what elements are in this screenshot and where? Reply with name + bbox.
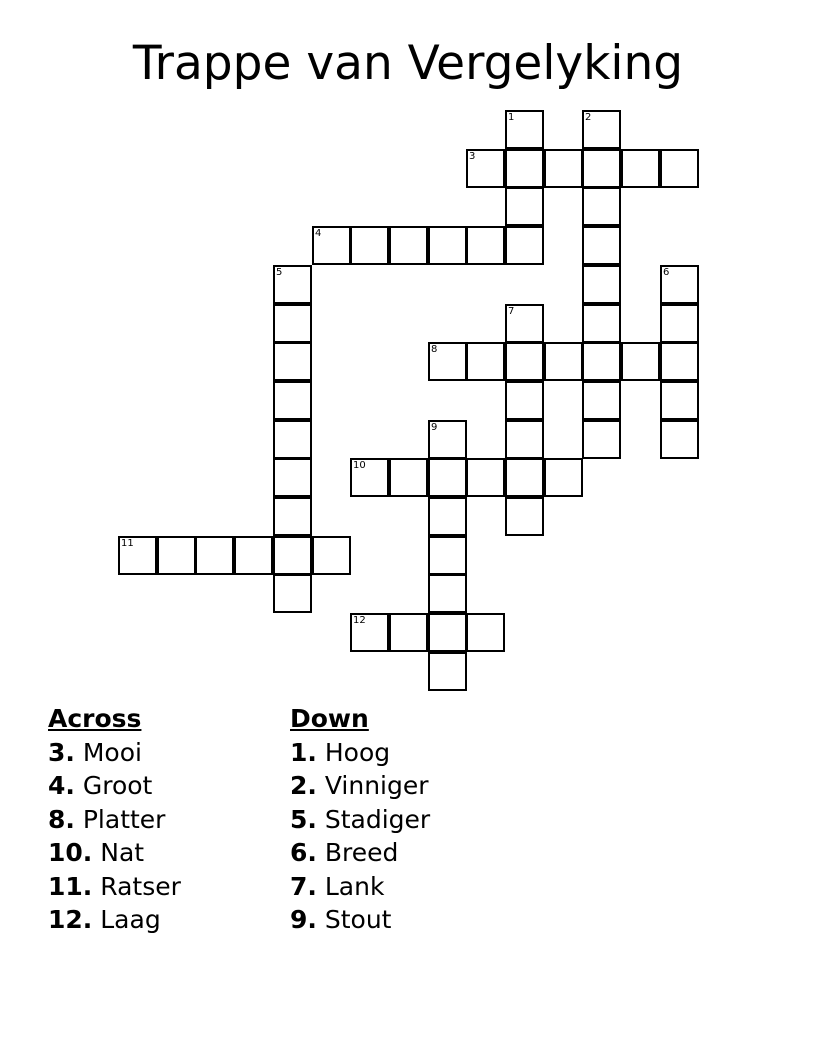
clue-text: Ratser [100, 871, 181, 901]
grid-cell[interactable] [118, 536, 157, 575]
grid-cell[interactable] [505, 458, 544, 497]
clue-number: 6. [290, 838, 317, 867]
grid-cell[interactable] [350, 458, 389, 497]
grid-cell[interactable] [273, 536, 312, 575]
grid-cell[interactable] [312, 226, 351, 265]
clue-down-2 [290, 769, 430, 803]
across-heading: Across [48, 704, 142, 733]
grid-cell[interactable] [428, 226, 467, 265]
grid-cell[interactable] [273, 574, 312, 613]
grid-cell[interactable] [273, 381, 312, 420]
grid-cell[interactable] [157, 536, 196, 575]
grid-cell[interactable] [273, 342, 312, 381]
clue-text: Nat [100, 838, 145, 867]
grid-cell[interactable] [428, 342, 467, 381]
grid-cell[interactable] [428, 613, 467, 652]
grid-cell[interactable] [505, 342, 544, 381]
clue-text: Stadiger [324, 804, 431, 834]
grid-cell[interactable] [660, 381, 699, 420]
grid-cell[interactable] [660, 342, 699, 381]
down-heading: Down [290, 704, 369, 733]
clue-number: 3. [48, 737, 75, 767]
clue-number: 7. [290, 871, 317, 901]
grid-cell[interactable] [273, 458, 312, 497]
grid-cell[interactable] [466, 613, 505, 652]
clue-number: 12. [48, 905, 93, 934]
across-clues [48, 702, 181, 937]
grid-cell[interactable] [389, 613, 428, 652]
clue-number: 4. [48, 771, 75, 800]
grid-cell[interactable] [505, 304, 544, 343]
clue-text: Breed [324, 838, 399, 867]
clue-text: Lank [324, 871, 385, 901]
cell-number: 2 [585, 112, 592, 123]
clue-down-5 [290, 803, 430, 837]
grid-cell[interactable] [505, 226, 544, 265]
cell-number: 9 [431, 422, 438, 433]
clue-text: Groot [82, 771, 153, 800]
clue-text: Vinniger [324, 771, 429, 800]
grid-cell[interactable] [582, 149, 621, 188]
grid-cell[interactable] [660, 420, 699, 459]
clue-number: 1. [290, 737, 317, 767]
grid-cell[interactable] [428, 497, 467, 536]
clue-number: 11. [48, 871, 93, 901]
grid-cell[interactable] [389, 458, 428, 497]
cell-number: 7 [508, 306, 515, 317]
grid-cell[interactable] [582, 187, 621, 226]
grid-cell[interactable] [582, 342, 621, 381]
grid-cell[interactable] [505, 110, 544, 149]
grid-cell[interactable] [466, 149, 505, 188]
grid-cell[interactable] [505, 420, 544, 459]
grid-cell[interactable] [505, 149, 544, 188]
grid-cell[interactable] [505, 381, 544, 420]
grid-cell[interactable] [350, 226, 389, 265]
grid-cell[interactable] [234, 536, 273, 575]
down-clues [290, 702, 430, 937]
cell-number: 3 [469, 151, 476, 162]
grid-cell[interactable] [621, 342, 660, 381]
grid-cell[interactable] [505, 187, 544, 226]
grid-cell[interactable] [466, 342, 505, 381]
grid-cell[interactable] [350, 613, 389, 652]
grid-cell[interactable] [505, 497, 544, 536]
cell-number: 6 [663, 267, 670, 278]
grid-cell[interactable] [389, 226, 428, 265]
grid-cell[interactable] [273, 420, 312, 459]
grid-cell[interactable] [428, 652, 467, 691]
clue-across-11 [48, 870, 181, 904]
grid-cell[interactable] [544, 458, 583, 497]
clue-across-8 [48, 803, 181, 837]
grid-cell[interactable] [660, 149, 699, 188]
clue-text: Platter [82, 804, 166, 834]
clue-down-9 [290, 903, 430, 937]
clue-text: Hoog [324, 737, 391, 767]
clue-number: 8. [48, 804, 75, 834]
grid-cell[interactable] [582, 420, 621, 459]
grid-cell[interactable] [466, 458, 505, 497]
clue-down-7 [290, 870, 430, 904]
grid-cell[interactable] [195, 536, 234, 575]
grid-cell[interactable] [582, 304, 621, 343]
grid-cell[interactable] [660, 265, 699, 304]
clue-text: Laag [100, 905, 161, 934]
puzzle-title: Trappe van Vergelyking [132, 36, 684, 91]
grid-cell[interactable] [466, 226, 505, 265]
grid-cell[interactable] [312, 536, 351, 575]
grid-cell[interactable] [582, 110, 621, 149]
cell-number: 8 [431, 344, 438, 355]
clue-across-12 [48, 903, 181, 937]
cell-number: 4 [315, 228, 322, 239]
clue-across-4 [48, 769, 181, 803]
clue-down-1 [290, 736, 430, 770]
grid-cell[interactable] [582, 226, 621, 265]
clue-number: 9. [290, 905, 317, 934]
grid-cell[interactable] [544, 149, 583, 188]
cell-number: 12 [353, 615, 366, 626]
clue-text: Mooi [82, 737, 142, 767]
clue-across-10 [48, 836, 181, 870]
clue-across-3 [48, 736, 181, 770]
grid-cell[interactable] [428, 458, 467, 497]
cell-number: 10 [353, 460, 366, 471]
grid-cell[interactable] [428, 574, 467, 613]
clue-down-6 [290, 836, 430, 870]
clue-text: Stout [324, 905, 392, 934]
grid-cell[interactable] [428, 536, 467, 575]
grid-cell[interactable] [428, 420, 467, 459]
cell-number: 1 [508, 112, 515, 123]
grid-cell[interactable] [660, 304, 699, 343]
grid-cell[interactable] [273, 304, 312, 343]
grid-cell[interactable] [621, 149, 660, 188]
grid-cell[interactable] [273, 497, 312, 536]
clue-number: 2. [290, 771, 317, 800]
grid-cell[interactable] [544, 342, 583, 381]
cell-number: 5 [276, 267, 283, 278]
grid-cell[interactable] [582, 265, 621, 304]
grid-cell[interactable] [273, 265, 312, 304]
clue-number: 10. [48, 838, 93, 867]
clue-number: 5. [290, 804, 317, 834]
grid-cell[interactable] [582, 381, 621, 420]
cell-number: 11 [121, 538, 134, 549]
